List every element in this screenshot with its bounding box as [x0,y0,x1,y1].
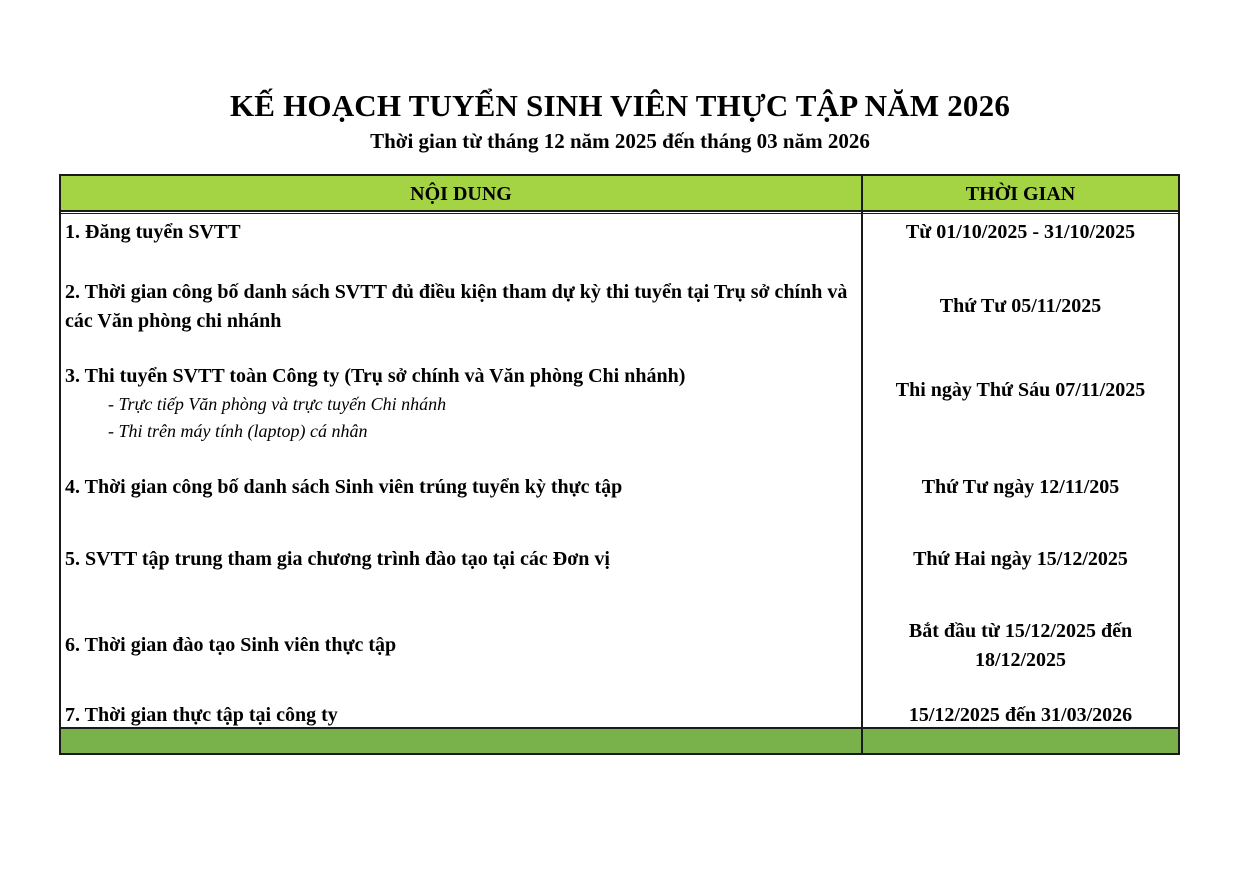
table-row-content: 5. SVTT tập trung tham gia chương trình đào tạo tại các Đơn vị [65,548,610,570]
table-row-time: Thứ Hai ngày 15/12/2025 [913,548,1128,570]
table-row-content: 1. Đăng tuyển SVTT [65,221,241,243]
document-title: KẾ HOẠCH TUYỂN SINH VIÊN THỰC TẬP NĂM 2026 [229,88,1011,123]
header-time: THỜI GIAN [965,183,1076,205]
table-footer-row [61,727,1178,753]
table-row-subitem: - Trực tiếp Văn phòng và trực tuyến Chi nhánh [108,394,447,414]
table-row-time: Bắt đầu từ 15/12/2025 đến 18/12/2025 [908,620,1133,671]
footer-column-divider [861,729,863,753]
header-divider-double [61,213,1178,214]
table-row-subitem: - Thi trên máy tính (laptop) cá nhân [108,421,368,441]
table-row-time: Thi ngày Thứ Sáu 07/11/2025 [895,379,1146,401]
table-row-time: 15/12/2025 đến 31/03/2026 [908,704,1133,726]
table-row-time: Từ 01/10/2025 - 31/10/2025 [905,221,1136,243]
table-row-content: 2. Thời gian công bố danh sách SVTT đủ điều kiện tham dự kỳ thi tuyển tại Trụ sở chính và các Văn phòng chi nhánh [65,281,848,332]
table-row-time: Thứ Tư ngày 12/11/205 [921,476,1120,498]
table-header-row [61,176,1178,210]
document-subtitle: Thời gian từ tháng 12 năm 2025 đến tháng 03 năm 2026 [370,129,870,153]
schedule-table [59,174,1180,755]
header-content: NỘI DUNG [410,183,512,205]
table-row-content: 4. Thời gian công bố danh sách Sinh viên trúng tuyển kỳ thực tập [65,476,623,498]
table-row-content: 6. Thời gian đào tạo Sinh viên thực tập [65,634,397,656]
table-row-content [65,362,855,445]
table-row-content: 7. Thời gian thực tập tại công ty [65,704,338,726]
table-row-main-text: 3. Thi tuyển SVTT toàn Công ty (Trụ sở chính và Văn phòng Chi nhánh) [65,365,686,387]
header-divider [61,210,1178,212]
table-row-time: Thứ Tư 05/11/2025 [939,295,1102,317]
